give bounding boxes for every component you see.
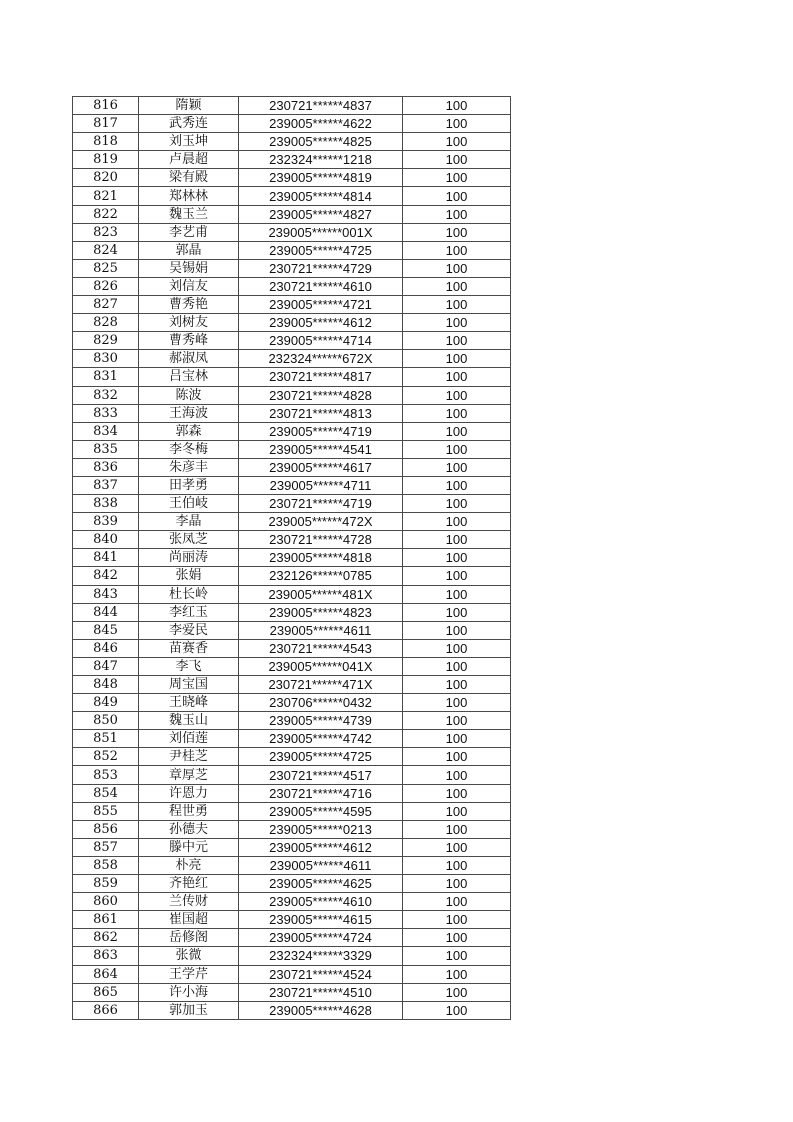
table-row bbox=[73, 97, 511, 115]
name-cell: 郑林林 bbox=[139, 187, 239, 205]
row-number-cell: 846 bbox=[73, 639, 139, 657]
row-number-cell: 832 bbox=[73, 386, 139, 404]
amount-cell: 100 bbox=[403, 856, 511, 874]
table-row bbox=[73, 332, 511, 350]
name-cell: 吴锡娟 bbox=[139, 259, 239, 277]
id-number-cell: 232324******672X bbox=[239, 350, 403, 368]
row-number-cell: 837 bbox=[73, 476, 139, 494]
row-number-cell: 838 bbox=[73, 495, 139, 513]
id-number-cell: 230721******4817 bbox=[239, 368, 403, 386]
amount-cell: 100 bbox=[403, 259, 511, 277]
row-number-cell: 821 bbox=[73, 187, 139, 205]
table-row bbox=[73, 603, 511, 621]
row-number-cell: 850 bbox=[73, 712, 139, 730]
table-row bbox=[73, 458, 511, 476]
amount-cell: 100 bbox=[403, 386, 511, 404]
row-number-cell: 855 bbox=[73, 802, 139, 820]
row-number-cell: 833 bbox=[73, 404, 139, 422]
id-number-cell: 239005******481X bbox=[239, 585, 403, 603]
row-number-cell: 849 bbox=[73, 694, 139, 712]
id-number-cell: 230721******4610 bbox=[239, 277, 403, 295]
name-cell: 王伯岐 bbox=[139, 495, 239, 513]
id-number-cell: 230721******4728 bbox=[239, 531, 403, 549]
amount-cell: 100 bbox=[403, 784, 511, 802]
amount-cell: 100 bbox=[403, 314, 511, 332]
table-row bbox=[73, 784, 511, 802]
row-number-cell: 844 bbox=[73, 603, 139, 621]
id-number-cell: 239005******4595 bbox=[239, 802, 403, 820]
amount-cell: 100 bbox=[403, 440, 511, 458]
amount-cell: 100 bbox=[403, 223, 511, 241]
name-cell: 齐艳红 bbox=[139, 875, 239, 893]
amount-cell: 100 bbox=[403, 838, 511, 856]
name-cell: 郭加玉 bbox=[139, 1001, 239, 1019]
id-number-cell: 239005******4742 bbox=[239, 730, 403, 748]
name-cell: 李艺甫 bbox=[139, 223, 239, 241]
table-row bbox=[73, 965, 511, 983]
table-row bbox=[73, 585, 511, 603]
name-cell: 武秀连 bbox=[139, 115, 239, 133]
name-cell: 曹秀峰 bbox=[139, 332, 239, 350]
amount-cell: 100 bbox=[403, 531, 511, 549]
name-cell: 李晶 bbox=[139, 513, 239, 531]
table-row bbox=[73, 350, 511, 368]
row-number-cell: 843 bbox=[73, 585, 139, 603]
table-row bbox=[73, 1001, 511, 1019]
row-number-cell: 820 bbox=[73, 169, 139, 187]
name-cell: 朴亮 bbox=[139, 856, 239, 874]
table-row bbox=[73, 657, 511, 675]
id-number-cell: 239005******4628 bbox=[239, 1001, 403, 1019]
amount-cell: 100 bbox=[403, 694, 511, 712]
name-cell: 吕宝林 bbox=[139, 368, 239, 386]
row-number-cell: 842 bbox=[73, 567, 139, 585]
amount-cell: 100 bbox=[403, 875, 511, 893]
table-row bbox=[73, 929, 511, 947]
name-cell: 梁有殿 bbox=[139, 169, 239, 187]
name-cell: 郭森 bbox=[139, 422, 239, 440]
id-number-cell: 239005******041X bbox=[239, 657, 403, 675]
id-number-cell: 239005******001X bbox=[239, 223, 403, 241]
table-row bbox=[73, 169, 511, 187]
row-number-cell: 861 bbox=[73, 911, 139, 929]
amount-cell: 100 bbox=[403, 205, 511, 223]
id-number-cell: 239005******472X bbox=[239, 513, 403, 531]
name-cell: 章厚芝 bbox=[139, 766, 239, 784]
name-cell: 张娟 bbox=[139, 567, 239, 585]
amount-cell: 100 bbox=[403, 277, 511, 295]
row-number-cell: 836 bbox=[73, 458, 139, 476]
table-row bbox=[73, 513, 511, 531]
id-number-cell: 239005******4825 bbox=[239, 133, 403, 151]
table-row bbox=[73, 802, 511, 820]
row-number-cell: 816 bbox=[73, 97, 139, 115]
amount-cell: 100 bbox=[403, 748, 511, 766]
name-cell: 田孝勇 bbox=[139, 476, 239, 494]
row-number-cell: 853 bbox=[73, 766, 139, 784]
amount-cell: 100 bbox=[403, 97, 511, 115]
table-row bbox=[73, 476, 511, 494]
amount-cell: 100 bbox=[403, 458, 511, 476]
table-row bbox=[73, 549, 511, 567]
id-number-cell: 232126******0785 bbox=[239, 567, 403, 585]
row-number-cell: 858 bbox=[73, 856, 139, 874]
id-number-cell: 230721******4719 bbox=[239, 495, 403, 513]
amount-cell: 100 bbox=[403, 151, 511, 169]
amount-cell: 100 bbox=[403, 513, 511, 531]
amount-cell: 100 bbox=[403, 657, 511, 675]
table-row bbox=[73, 151, 511, 169]
table-row bbox=[73, 983, 511, 1001]
table-row bbox=[73, 115, 511, 133]
table-row bbox=[73, 495, 511, 513]
id-number-cell: 239005******4725 bbox=[239, 241, 403, 259]
amount-cell: 100 bbox=[403, 368, 511, 386]
id-number-cell: 232324******3329 bbox=[239, 947, 403, 965]
row-number-cell: 830 bbox=[73, 350, 139, 368]
row-number-cell: 864 bbox=[73, 965, 139, 983]
row-number-cell: 856 bbox=[73, 820, 139, 838]
id-number-cell: 239005******0213 bbox=[239, 820, 403, 838]
id-number-cell: 239005******4622 bbox=[239, 115, 403, 133]
id-number-cell: 239005******4814 bbox=[239, 187, 403, 205]
name-cell: 岳修阁 bbox=[139, 929, 239, 947]
row-number-cell: 848 bbox=[73, 676, 139, 694]
row-number-cell: 827 bbox=[73, 296, 139, 314]
table-row bbox=[73, 766, 511, 784]
row-number-cell: 834 bbox=[73, 422, 139, 440]
id-number-cell: 239005******4827 bbox=[239, 205, 403, 223]
row-number-cell: 845 bbox=[73, 621, 139, 639]
amount-cell: 100 bbox=[403, 585, 511, 603]
table-row bbox=[73, 947, 511, 965]
id-number-cell: 239005******4617 bbox=[239, 458, 403, 476]
payment-list-table bbox=[72, 96, 511, 1020]
amount-cell: 100 bbox=[403, 169, 511, 187]
id-number-cell: 239005******4611 bbox=[239, 856, 403, 874]
name-cell: 郭晶 bbox=[139, 241, 239, 259]
id-number-cell: 239005******4625 bbox=[239, 875, 403, 893]
amount-cell: 100 bbox=[403, 241, 511, 259]
row-number-cell: 859 bbox=[73, 875, 139, 893]
name-cell: 兰传财 bbox=[139, 893, 239, 911]
amount-cell: 100 bbox=[403, 820, 511, 838]
table-row bbox=[73, 277, 511, 295]
id-number-cell: 230721******4813 bbox=[239, 404, 403, 422]
amount-cell: 100 bbox=[403, 621, 511, 639]
id-number-cell: 239005******4714 bbox=[239, 332, 403, 350]
name-cell: 李红玉 bbox=[139, 603, 239, 621]
row-number-cell: 818 bbox=[73, 133, 139, 151]
id-number-cell: 239005******4711 bbox=[239, 476, 403, 494]
table-row bbox=[73, 386, 511, 404]
id-number-cell: 230721******4729 bbox=[239, 259, 403, 277]
amount-cell: 100 bbox=[403, 476, 511, 494]
table-row bbox=[73, 314, 511, 332]
table-row bbox=[73, 893, 511, 911]
table-row bbox=[73, 676, 511, 694]
table-row bbox=[73, 694, 511, 712]
amount-cell: 100 bbox=[403, 296, 511, 314]
id-number-cell: 230721******4517 bbox=[239, 766, 403, 784]
table-row bbox=[73, 296, 511, 314]
amount-cell: 100 bbox=[403, 350, 511, 368]
name-cell: 许小海 bbox=[139, 983, 239, 1001]
row-number-cell: 823 bbox=[73, 223, 139, 241]
row-number-cell: 851 bbox=[73, 730, 139, 748]
row-number-cell: 862 bbox=[73, 929, 139, 947]
name-cell: 魏玉山 bbox=[139, 712, 239, 730]
row-number-cell: 841 bbox=[73, 549, 139, 567]
amount-cell: 100 bbox=[403, 115, 511, 133]
row-number-cell: 857 bbox=[73, 838, 139, 856]
name-cell: 李冬梅 bbox=[139, 440, 239, 458]
name-cell: 刘玉坤 bbox=[139, 133, 239, 151]
table-row bbox=[73, 911, 511, 929]
amount-cell: 100 bbox=[403, 983, 511, 1001]
row-number-cell: 828 bbox=[73, 314, 139, 332]
name-cell: 王海波 bbox=[139, 404, 239, 422]
name-cell: 朱彦丰 bbox=[139, 458, 239, 476]
id-number-cell: 230721******4837 bbox=[239, 97, 403, 115]
row-number-cell: 829 bbox=[73, 332, 139, 350]
amount-cell: 100 bbox=[403, 766, 511, 784]
id-number-cell: 232324******1218 bbox=[239, 151, 403, 169]
amount-cell: 100 bbox=[403, 676, 511, 694]
name-cell: 周宝国 bbox=[139, 676, 239, 694]
id-number-cell: 230721******4543 bbox=[239, 639, 403, 657]
amount-cell: 100 bbox=[403, 567, 511, 585]
table-row bbox=[73, 368, 511, 386]
id-number-cell: 230721******4828 bbox=[239, 386, 403, 404]
row-number-cell: 826 bbox=[73, 277, 139, 295]
name-cell: 苗赛香 bbox=[139, 639, 239, 657]
row-number-cell: 865 bbox=[73, 983, 139, 1001]
id-number-cell: 239005******4819 bbox=[239, 169, 403, 187]
id-number-cell: 239005******4719 bbox=[239, 422, 403, 440]
name-cell: 张凤芝 bbox=[139, 531, 239, 549]
row-number-cell: 831 bbox=[73, 368, 139, 386]
name-cell: 崔国超 bbox=[139, 911, 239, 929]
id-number-cell: 230706******0432 bbox=[239, 694, 403, 712]
name-cell: 郝淑凤 bbox=[139, 350, 239, 368]
table-row bbox=[73, 440, 511, 458]
amount-cell: 100 bbox=[403, 495, 511, 513]
amount-cell: 100 bbox=[403, 893, 511, 911]
row-number-cell: 817 bbox=[73, 115, 139, 133]
row-number-cell: 840 bbox=[73, 531, 139, 549]
name-cell: 尚丽涛 bbox=[139, 549, 239, 567]
amount-cell: 100 bbox=[403, 730, 511, 748]
row-number-cell: 863 bbox=[73, 947, 139, 965]
name-cell: 许恩力 bbox=[139, 784, 239, 802]
id-number-cell: 239005******4818 bbox=[239, 549, 403, 567]
id-number-cell: 230721******4510 bbox=[239, 983, 403, 1001]
amount-cell: 100 bbox=[403, 549, 511, 567]
amount-cell: 100 bbox=[403, 603, 511, 621]
id-number-cell: 239005******4541 bbox=[239, 440, 403, 458]
name-cell: 曹秀艳 bbox=[139, 296, 239, 314]
name-cell: 程世勇 bbox=[139, 802, 239, 820]
table-row bbox=[73, 875, 511, 893]
name-cell: 卢晨超 bbox=[139, 151, 239, 169]
table-row bbox=[73, 639, 511, 657]
amount-cell: 100 bbox=[403, 422, 511, 440]
id-number-cell: 239005******4721 bbox=[239, 296, 403, 314]
table-row bbox=[73, 567, 511, 585]
name-cell: 王学芹 bbox=[139, 965, 239, 983]
name-cell: 尹桂芝 bbox=[139, 748, 239, 766]
amount-cell: 100 bbox=[403, 332, 511, 350]
table-row bbox=[73, 856, 511, 874]
name-cell: 隋颖 bbox=[139, 97, 239, 115]
table-row bbox=[73, 259, 511, 277]
table-body bbox=[73, 97, 511, 1020]
row-number-cell: 824 bbox=[73, 241, 139, 259]
name-cell: 杜长岭 bbox=[139, 585, 239, 603]
name-cell: 李飞 bbox=[139, 657, 239, 675]
table-row bbox=[73, 838, 511, 856]
table-row bbox=[73, 422, 511, 440]
amount-cell: 100 bbox=[403, 929, 511, 947]
name-cell: 刘信友 bbox=[139, 277, 239, 295]
name-cell: 陈波 bbox=[139, 386, 239, 404]
table-row bbox=[73, 621, 511, 639]
row-number-cell: 866 bbox=[73, 1001, 139, 1019]
name-cell: 魏玉兰 bbox=[139, 205, 239, 223]
row-number-cell: 860 bbox=[73, 893, 139, 911]
amount-cell: 100 bbox=[403, 187, 511, 205]
table-row bbox=[73, 730, 511, 748]
id-number-cell: 239005******4611 bbox=[239, 621, 403, 639]
name-cell: 李爱民 bbox=[139, 621, 239, 639]
row-number-cell: 854 bbox=[73, 784, 139, 802]
id-number-cell: 239005******4610 bbox=[239, 893, 403, 911]
name-cell: 孙德夫 bbox=[139, 820, 239, 838]
row-number-cell: 839 bbox=[73, 513, 139, 531]
amount-cell: 100 bbox=[403, 802, 511, 820]
id-number-cell: 239005******4724 bbox=[239, 929, 403, 947]
id-number-cell: 239005******4725 bbox=[239, 748, 403, 766]
row-number-cell: 822 bbox=[73, 205, 139, 223]
name-cell: 刘树友 bbox=[139, 314, 239, 332]
id-number-cell: 239005******4612 bbox=[239, 838, 403, 856]
row-number-cell: 819 bbox=[73, 151, 139, 169]
table-row bbox=[73, 223, 511, 241]
name-cell: 王晓峰 bbox=[139, 694, 239, 712]
table-row bbox=[73, 820, 511, 838]
id-number-cell: 239005******4823 bbox=[239, 603, 403, 621]
amount-cell: 100 bbox=[403, 404, 511, 422]
row-number-cell: 835 bbox=[73, 440, 139, 458]
table-row bbox=[73, 205, 511, 223]
table-row bbox=[73, 133, 511, 151]
amount-cell: 100 bbox=[403, 965, 511, 983]
id-number-cell: 239005******4612 bbox=[239, 314, 403, 332]
amount-cell: 100 bbox=[403, 1001, 511, 1019]
table-row bbox=[73, 712, 511, 730]
amount-cell: 100 bbox=[403, 947, 511, 965]
name-cell: 张微 bbox=[139, 947, 239, 965]
id-number-cell: 230721******471X bbox=[239, 676, 403, 694]
table-row bbox=[73, 187, 511, 205]
amount-cell: 100 bbox=[403, 712, 511, 730]
id-number-cell: 239005******4615 bbox=[239, 911, 403, 929]
table-row bbox=[73, 241, 511, 259]
amount-cell: 100 bbox=[403, 133, 511, 151]
id-number-cell: 239005******4739 bbox=[239, 712, 403, 730]
table-row bbox=[73, 404, 511, 422]
name-cell: 滕中元 bbox=[139, 838, 239, 856]
row-number-cell: 825 bbox=[73, 259, 139, 277]
id-number-cell: 230721******4716 bbox=[239, 784, 403, 802]
amount-cell: 100 bbox=[403, 639, 511, 657]
table-row bbox=[73, 748, 511, 766]
amount-cell: 100 bbox=[403, 911, 511, 929]
id-number-cell: 230721******4524 bbox=[239, 965, 403, 983]
table-row bbox=[73, 531, 511, 549]
row-number-cell: 852 bbox=[73, 748, 139, 766]
row-number-cell: 847 bbox=[73, 657, 139, 675]
name-cell: 刘佰莲 bbox=[139, 730, 239, 748]
